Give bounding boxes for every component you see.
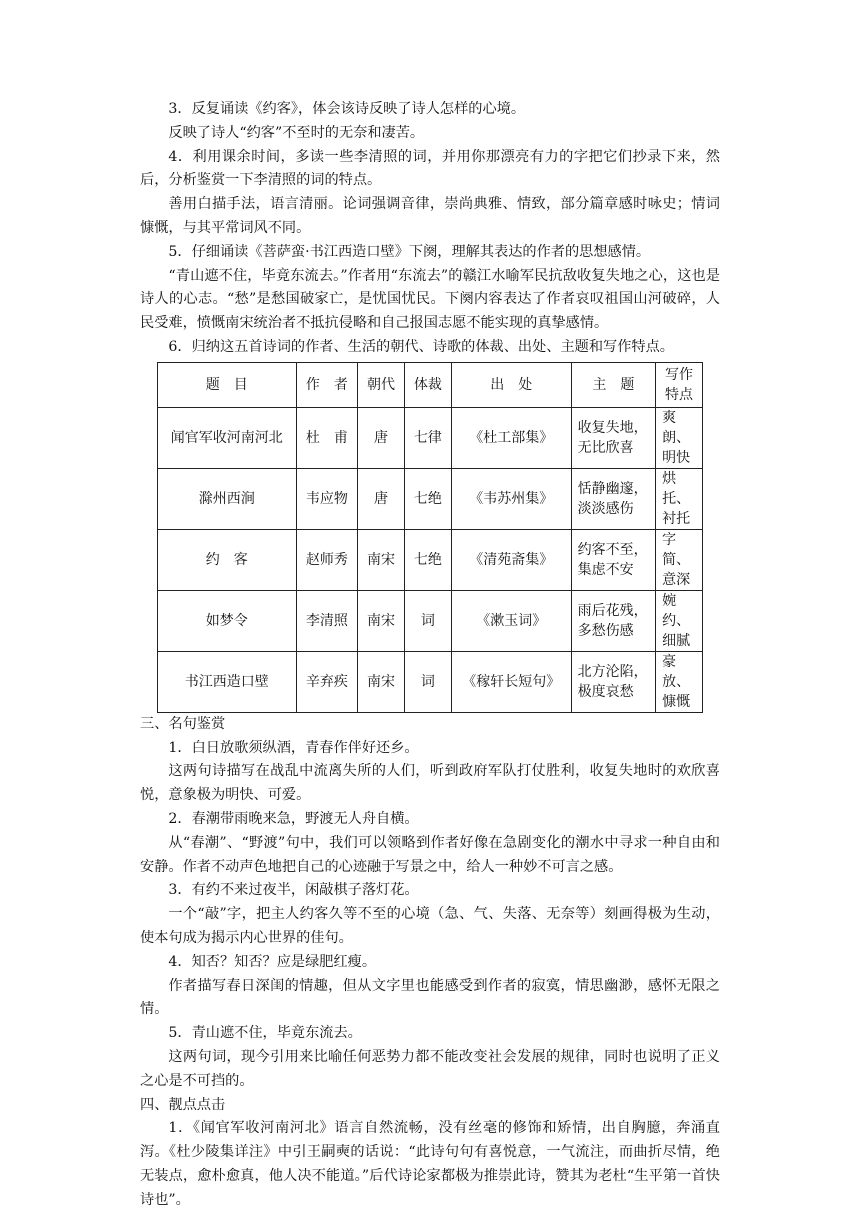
answer-5: “青山遮不住，毕竟东流去。”作者用“东流去”的赣江水喻军民抗敌收复失地之心，这也是诗人的心志。“愁”是愁国破家亡，是忧国忧民。下阕内容表达了作者哀叹祖国山河破碎，人民受难，愤慨南宋统治者不抵抗侵略和自己报国志愿不能实现的真挚感情。 [140,267,720,332]
table-cell: 辛弃疾 [296,651,357,712]
table-cell: 书江西造口壁 [158,651,297,712]
question-3: 3．反复诵读《约客》，体会该诗反映了诗人怎样的心境。 [168,101,526,117]
quote-item: 5．青山遮不住，毕竟东流去。 [168,1025,362,1042]
quote-explanation: 作者描写春日深闺的情趣，但从文字里也能感受到作者的寂寞，情思幽渺，感怀无限之情。 [140,977,720,1018]
summary-table [157,362,703,713]
quote-explanation: 这两句词，现今引用来比喻任何恶势力都不能改变社会发展的规律，同时也说明了正义之心是不可挡的。 [140,1048,720,1089]
table-header-row [158,362,703,407]
table-header: 题 目 [158,362,297,407]
highlight-item: 1．《闻官军收河南河北》语言自然流畅，没有丝毫的修饰和矫情，出自胸臆，奔涌直泻。《杜少陵集详注》中引王嗣奭的话说：“此诗句句有喜悦意，一气流注，而曲折尽情，绝无装点，愈朴愈真，他人决不能道。”后代诗论家都极为推崇此诗，赞其为老杜“生平第一首快诗也”。 [140,1120,720,1208]
table-row [158,590,703,651]
table-cell: 北方沦陷，极度哀愁 [571,651,655,712]
table-cell: 收复失地，无比欣喜 [571,407,655,468]
question-4: 4．利用课余时间，多读一些李清照的词，并用你那漂亮有力的字把它们抄录下来，然后，分析鉴赏一下李清照的词的特点。 [140,148,720,189]
answer-3: 反映了诗人“约客”不至时的无奈和凄苦。 [168,124,425,141]
table-cell: 唐 [358,407,405,468]
question-6: 6．归纳这五首诗词的作者、生活的朝代、诗歌的体裁、出处、主题和写作特点。 [168,338,674,355]
table-cell: 《韦苏州集》 [451,468,571,529]
table-cell: 闻官军收河南河北 [158,407,297,468]
table-header: 体裁 [404,362,451,407]
table-cell: 七律 [404,407,451,468]
table-cell: 《漱玉词》 [451,590,571,651]
table-cell: 约客不至，集虑不安 [571,529,655,590]
question-5: 5．仔细诵读《菩萨蛮·书江西造口壁》下阕，理解其表达的作者的思想感情。 [168,243,651,260]
section-heading: 三、名句鉴赏 [140,715,226,732]
table-row [158,651,703,712]
table-cell: 词 [404,590,451,651]
table-cell: 婉约、细腻 [656,590,703,651]
table-header: 写作特点 [656,362,703,407]
table-cell: 南宋 [358,651,405,712]
quote-item: 2．春潮带雨晚来急，野渡无人舟自横。 [168,810,419,827]
quote-item: 4．知否？知否？应是绿肥红瘦。 [168,953,377,970]
quote-item: 1．白日放歌须纵酒，青春作伴好还乡。 [168,739,419,756]
table-cell: 字简、意深 [656,529,703,590]
table-header: 作 者 [296,362,357,407]
table-cell: 如梦令 [158,590,297,651]
answer-4: 善用白描手法，语言清丽。论词强调音律，崇尚典雅、情致，部分篇章感时咏史；情词慷慨，与其平常词风不同。 [140,196,720,236]
section-heading: 四、靓点点击 [140,1096,226,1113]
quote-explanation: 一个“敲”字，把主人约客久等不至的心境（急、气、失落、无奈等）刻画得极为生动，使本句成为揭示内心世界的佳句。 [140,906,720,946]
table-cell: 韦应物 [296,468,357,529]
table-cell: 赵师秀 [296,529,357,590]
table-cell: 雨后花残，多愁伤感 [571,590,655,651]
table-cell: 约 客 [158,529,297,590]
table-header: 出 处 [451,362,571,407]
quote-item: 3．有约不来过夜半，闲敲棋子落灯花。 [168,882,419,899]
quote-explanation: 这两句诗描写在战乱中流离失所的人们，听到政府军队打仗胜利，收复失地时的欢欣喜悦，意象极为明快、可爱。 [140,763,720,804]
table-header: 主 题 [571,362,655,407]
table-row [158,468,703,529]
table-cell: 七绝 [404,468,451,529]
page-body [140,98,720,1213]
quote-explanation: 从“春潮”、“野渡”句中，我们可以领略到作者好像在急剧变化的潮水中寻求一种自由和安静。作者不动声色地把自己的心迹融于写景之中，给人一种妙不可言之感。 [140,834,720,875]
table-cell: 七绝 [404,529,451,590]
table-cell: 《杜工部集》 [451,407,571,468]
table-cell: 《清苑斋集》 [451,529,571,590]
table-header: 朝代 [358,362,405,407]
table-cell: 烘托、衬托 [656,468,703,529]
table-cell: 南宋 [358,529,405,590]
table-cell: 豪放、慷慨 [656,651,703,712]
table-cell: 词 [404,651,451,712]
table-cell: 爽朗、明快 [656,407,703,468]
table-cell: 南宋 [358,590,405,651]
table-row [158,529,703,590]
table-row [158,407,703,468]
table-cell: 恬静幽邃，淡淡感伤 [571,468,655,529]
table-cell: 滁州西涧 [158,468,297,529]
table-cell: 李清照 [296,590,357,651]
table-cell: 唐 [358,468,405,529]
table-cell: 《稼轩长短句》 [451,651,571,712]
table-cell: 杜 甫 [296,407,357,468]
